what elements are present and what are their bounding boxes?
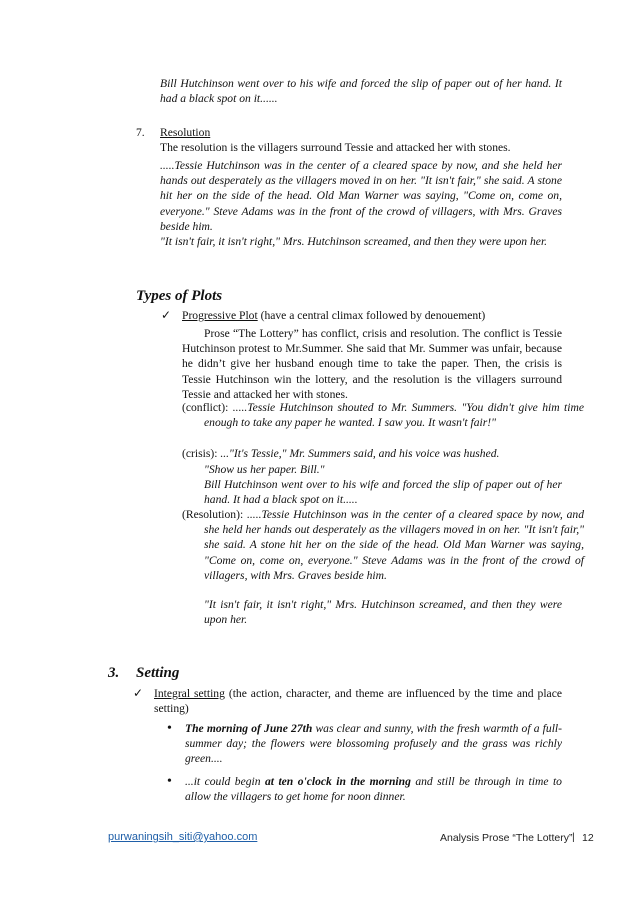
footer-document-title: Analysis Prose “The Lottery” [440, 832, 573, 844]
checkmark-icon: ✓ [133, 686, 144, 700]
integral-setting-title: Integral setting [154, 687, 225, 700]
resolution-item [182, 507, 584, 583]
progressive-plot-note: (have a central climax followed by denouement) [257, 309, 486, 322]
integral-setting-item [154, 686, 562, 716]
resolution-text: The resolution is the villagers surround Tessie and attacked her with stones. [160, 141, 511, 154]
bullet-2-bold: at ten o'clock in the morning [264, 775, 411, 788]
bullet-icon: • [167, 721, 172, 736]
bullet-2-start: ...it could begin [185, 775, 265, 788]
setting-heading: Setting [136, 665, 180, 681]
bullet-1-rest: was clear and sunny, with the fresh warmth of a full-summer day; the flowers were blossoming profusely and the grass was richly green.... [185, 722, 562, 766]
resolution-label: (Resolution): [182, 508, 247, 521]
conflict-item [182, 400, 584, 430]
footer-separator: | [572, 831, 575, 843]
crisis-line-2: "Show us her paper. Bill." [204, 463, 325, 476]
resolution-item-quote: .....Tessie Hutchinson was in the center of a cleared space by now, and she held her hands out desperately as the villagers moved in on her. "It isn't fair," she said. A stone hit her on the side of the head. Old Man Warner was saying, "Come on, come on, everyone." Steve Adams was in the front of the crowd of villagers, with Mrs. Graves beside him. [204, 508, 584, 582]
crisis-line-3: Bill Hutchinson went over to his wife and forced the slip of paper out of her hand. It had a black spot on it..... [204, 478, 562, 507]
integral-setting-note: (the action, character, and theme are influenced by the time and place setting) [154, 687, 562, 716]
resolution-quote: .....Tessie Hutchinson was in the center of a cleared space by now, and she held her hands out desperately as the villagers moved in on her. "It isn't fair," she said. A stone hit her on the side of the head. Old Man Warner was saying, "Come on, come on, everyone." Steve Adams was in the front of the crowd of villagers, with Mrs. Graves beside him. [160, 159, 562, 233]
resolution-quote-end: "It isn't fair, it isn't right," Mrs. Hutchinson screamed, and then they were upon her. [160, 235, 548, 248]
section-number: 3. [108, 665, 120, 681]
resolution-heading: Resolution [160, 126, 211, 139]
crisis-item [182, 446, 562, 461]
checkmark-icon: ✓ [161, 308, 172, 322]
crisis-quote: ..."It's Tessie," Mr. Summers said, and his voice was hushed. [220, 447, 500, 460]
setting-bullet-2 [185, 774, 562, 804]
quote-bill-hutchinson: Bill Hutchinson went over to his wife and forced the slip of paper out of her hand. It had a black spot on it...... [160, 77, 562, 106]
plot-paragraph: Prose “The Lottery” has conflict, crisis and resolution. The conflict is Tessie Hutchinson protest to Mr.Summer. She said that Mr. Summer was unfair, because he didn’t give her husband enough time to take the paper. Then, the crisis is Tessie Hutchinson win the lottery, and the resolution is the villagers surround Tessie and attacked her with stones. [182, 327, 562, 401]
footer-email-link[interactable]: purwaningsih_siti@yahoo.com [108, 831, 258, 843]
bullet-icon: • [167, 774, 172, 789]
resolution-item-line-2: "It isn't fair, it isn't right," Mrs. Hutchinson screamed, and then they were upon her. [204, 598, 562, 627]
list-number: 7. [136, 126, 145, 139]
crisis-label: (crisis): [182, 447, 221, 460]
conflict-quote: .....Tessie Hutchinson shouted to Mr. Summers. "You didn't give him time enough to take any paper he wanted. I saw you. It wasn't fair!" [204, 401, 584, 430]
progressive-plot-item [182, 308, 562, 323]
setting-bullet-1 [185, 721, 562, 767]
progressive-plot-title: Progressive Plot [182, 309, 258, 322]
bullet-2-rest: and still be through in time to allow the villagers to get home for noon dinner. [185, 775, 562, 804]
bullet-1-bold: The morning of June 27th [185, 722, 313, 735]
conflict-label: (conflict): [182, 401, 233, 414]
footer-page-number: 12 [582, 832, 594, 844]
types-of-plots-heading: Types of Plots [136, 288, 223, 304]
